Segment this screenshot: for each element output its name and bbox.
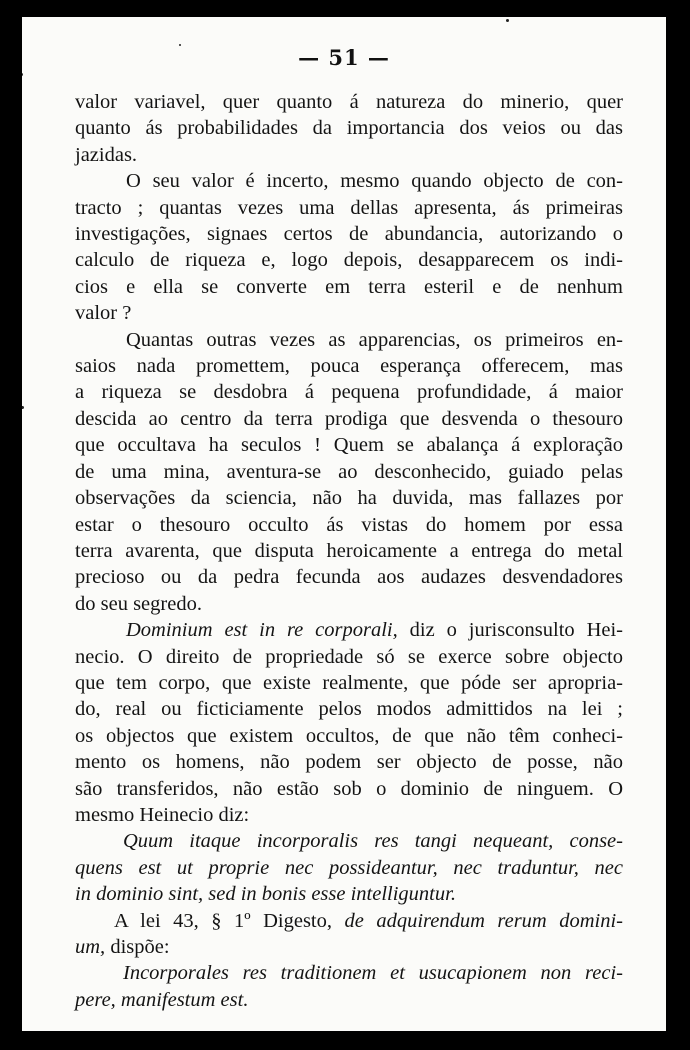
text-line: [75, 881, 623, 907]
line-text: que occultava ha seculos ! Quem se abalança á exploração: [75, 434, 623, 457]
italic-phrase: quens est ut proprie nec possideantur, nec traduntur, nec: [75, 856, 623, 879]
text-line: [75, 432, 623, 458]
text-line: [75, 723, 623, 749]
print-speck: [22, 73, 23, 76]
line-text: calculo de riqueza e, logo depois, desapparecem os indi-: [75, 249, 623, 272]
text-line: [75, 379, 623, 405]
page-number: — 51 —: [298, 45, 390, 70]
text-line: [75, 168, 623, 194]
text-line: [75, 644, 623, 670]
italic-phrase: in dominio sint, sed in bonis esse intelliguntur.: [75, 883, 456, 906]
line-text: investigações, signaes certos de abundancia, autorizando o: [75, 223, 623, 246]
line-text: mento os homens, não podem ser objecto de posse, não: [75, 751, 623, 774]
text-line: [75, 591, 623, 617]
text-line: [75, 459, 623, 485]
text-line: [75, 749, 623, 775]
text-line: [75, 115, 623, 141]
line-text: estar o thesouro occulto ás vistas do homem por essa: [75, 513, 623, 536]
italic-phrase: Incorporales res traditionem et usucapionem non reci-: [123, 962, 623, 985]
text-line: [75, 960, 623, 986]
line-text: Quantas outras vezes as apparencias, os primeiros en-: [126, 328, 623, 351]
line-text: de uma mina, aventura-se ao desconhecido, guiado pelas: [75, 460, 623, 483]
line-text: que tem corpo, que existe realmente, que póde ser apropria-: [75, 671, 623, 694]
line-text: jazidas.: [75, 143, 138, 166]
text-line: [75, 696, 623, 722]
text-line: [75, 908, 623, 934]
text-line: [75, 300, 623, 326]
text-line: [75, 142, 623, 168]
text-line: [75, 987, 623, 1013]
text-line: [75, 247, 623, 273]
line-text: do, real ou ficticiamente pelos modos admittidos na lei ;: [75, 698, 623, 721]
text-line: [75, 828, 623, 854]
text-line: [75, 221, 623, 247]
body-text: [75, 89, 623, 1013]
line-text: mesmo Heinecio diz:: [75, 803, 250, 826]
text-line: [75, 776, 623, 802]
line-text: do seu segredo.: [75, 592, 202, 615]
line-text: diz o jurisconsulto Hei-: [397, 619, 623, 642]
text-line: [75, 89, 623, 115]
text-line: [75, 855, 623, 881]
italic-phrase: um,: [75, 936, 106, 958]
text-line: [75, 802, 623, 828]
text-line: [75, 564, 623, 590]
line-text: necio. O direito de propriedade só se exerce sobre objecto: [75, 645, 623, 668]
text-line: [75, 934, 623, 960]
italic-phrase: pere, manifestum est.: [75, 988, 249, 1011]
italic-phrase: Dominium est in re corporali,: [126, 619, 398, 642]
line-text: tracto ; quantas vezes uma dellas apresenta, ás primeiras: [75, 196, 623, 219]
line-text: precioso ou da pedra fecunda aos audazes desvendadores: [75, 566, 623, 589]
italic-phrase: Quum itaque incorporalis res tangi nequeant, conse-: [123, 830, 623, 853]
text-line: [75, 617, 623, 643]
line-text: saios nada promettem, pouca esperança offerecem, mas: [75, 355, 623, 378]
line-text: cios e ella se converte em terra esteril e de nenhum: [75, 275, 623, 298]
line-text: terra avarenta, que disputa heroicamente a entrega do metal: [75, 539, 623, 562]
line-text: a riqueza se desdobra á pequena profundidade, á maior: [75, 381, 623, 404]
text-line: [75, 353, 623, 379]
line-text: valor variavel, quer quanto á natureza do minerio, quer: [75, 91, 623, 113]
line-text: O seu valor é incerto, mesmo quando objecto de con-: [126, 170, 623, 193]
print-speck: [179, 44, 181, 46]
text-line: [75, 670, 623, 696]
italic-phrase: de adquirendum rerum domini-: [344, 909, 623, 932]
line-text: A lei 43, § 1º Digesto,: [114, 909, 345, 932]
line-text: dispõe:: [105, 936, 170, 958]
line-text: quanto ás probabilidades da importancia dos veios ou das: [75, 117, 623, 140]
line-text: valor ?: [75, 302, 132, 325]
line-text: observações da sciencia, não ha duvida, mas fallazes por: [75, 487, 623, 510]
book-page: [22, 17, 666, 1031]
line-text: são transferidos, não estão sob o dominio de ninguem. O: [75, 777, 623, 800]
print-speck: [22, 406, 24, 409]
line-text: descida ao centro da terra prodiga que desvenda o thesouro: [75, 407, 623, 430]
line-text: os objectos que existem occultos, de que não têm conheci-: [75, 724, 623, 747]
text-line: [75, 512, 623, 538]
text-line: [75, 327, 623, 353]
text-line: [75, 538, 623, 564]
print-speck: [506, 19, 509, 22]
text-line: [75, 406, 623, 432]
text-line: [75, 274, 623, 300]
text-line: [75, 195, 623, 221]
text-line: [75, 485, 623, 511]
